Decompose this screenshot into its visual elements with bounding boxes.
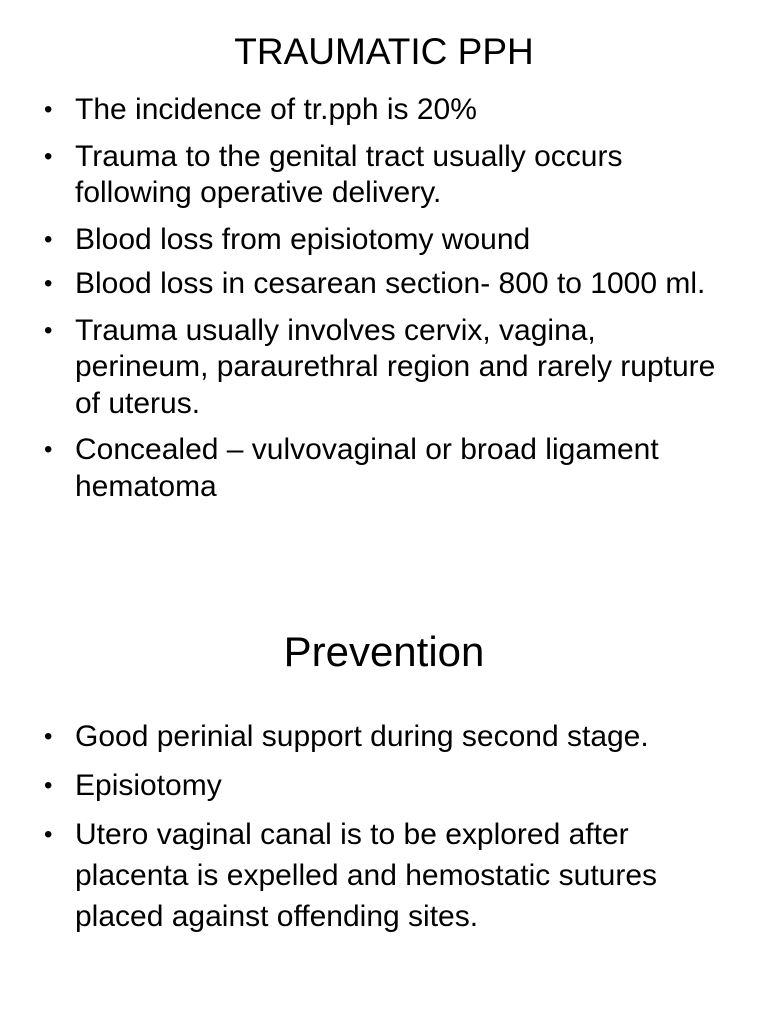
bullet-text: Trauma to the genital tract usually occurs following operative delivery. xyxy=(75,139,623,209)
bullet-item xyxy=(40,716,730,757)
bullet-text: Blood loss from episiotomy wound xyxy=(75,222,531,256)
bullet-icon: • xyxy=(44,723,53,750)
slide-title-prevention: Prevention xyxy=(283,628,485,675)
bullet-item xyxy=(40,139,730,212)
bullet-text: Blood loss in cesarean section- 800 to 1000 ml. xyxy=(75,267,706,300)
slide-title-traumatic-pph: TRAUMATIC PPH xyxy=(234,31,534,72)
bullet-icon: • xyxy=(44,270,53,297)
bullet-text: Concealed – vulvovaginal or broad ligament hematoma xyxy=(75,433,659,503)
bullet-icon: • xyxy=(44,225,53,253)
bullet-icon: • xyxy=(44,96,53,123)
bullet-item xyxy=(40,266,730,303)
bullet-list-traumatic-pph xyxy=(40,92,730,505)
bullet-list-prevention xyxy=(40,716,730,937)
bullet-text: The incidence of tr.pph is 20% xyxy=(75,93,477,126)
bullet-text: Good perinial support during second stage. xyxy=(75,720,649,753)
bullet-text: Utero vaginal canal is to be explored after placenta is expelled and hemostatic sutures placed against offending sites. xyxy=(75,818,658,933)
bullet-item xyxy=(40,313,730,423)
bullet-text: Episiotomy xyxy=(75,769,222,802)
bullet-item xyxy=(40,814,730,937)
bullet-item xyxy=(40,765,730,806)
bullet-icon: • xyxy=(44,772,53,799)
bullet-item xyxy=(40,92,730,129)
bullet-item xyxy=(40,432,730,505)
slide-prevention xyxy=(0,590,768,1024)
bullet-icon: • xyxy=(44,436,53,463)
bullet-item xyxy=(40,222,730,259)
bullet-text: Trauma usually involves cervix, vagina, perineum, paraurethral region and rarely rupture of uterus. xyxy=(75,313,716,420)
bullet-icon: • xyxy=(44,142,53,170)
bullet-icon: • xyxy=(44,821,53,848)
bullet-icon: • xyxy=(44,316,53,344)
